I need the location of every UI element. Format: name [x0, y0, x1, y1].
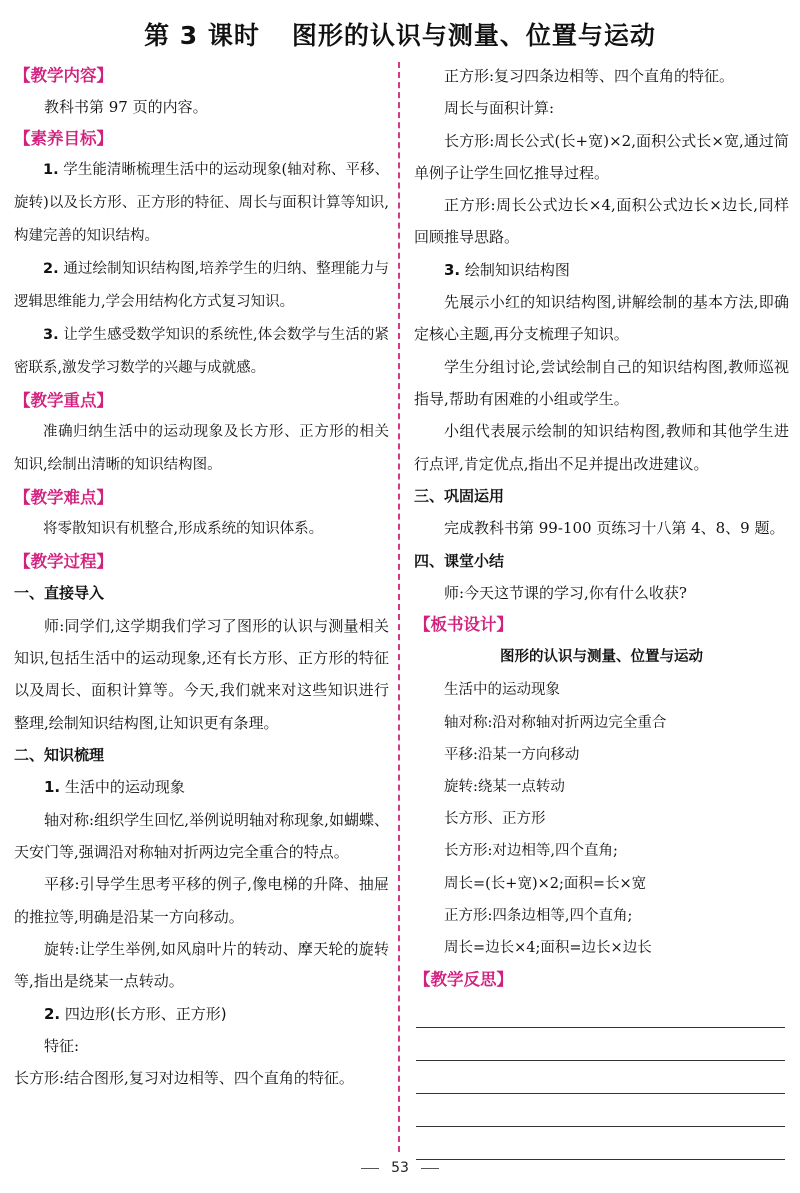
board-line: 旋转:绕某一点转动 [444, 779, 565, 796]
reflection-writing-line[interactable] [416, 1028, 785, 1061]
square-calc-text: 正方形:周长公式边长×4,面积公式边长×边长,同样回顾推导思路。 [414, 196, 789, 247]
step4-text: 师:今天这节课的学习,你有什么收获? [444, 584, 687, 603]
board-line: 长方形:对边相等,四个直角; [444, 843, 618, 860]
column-divider [398, 62, 400, 1152]
axis-symmetry-text: 轴对称:组织学生回忆,举例说明轴对称现象,如蝴蝶、天安门等,强调沿对称轴对折两边完全重合的特点。 [14, 810, 389, 862]
calc-label: 周长与面积计算: [444, 99, 555, 118]
reflection-writing-line[interactable] [416, 1127, 785, 1160]
item2-heading: 2. 四边形(长方形、正方形) [44, 1004, 227, 1023]
section-heading-board: 【板书设计】 [414, 615, 513, 635]
step3-text: 完成教科书第 99-100 页练习十八第 4、8、9 题。 [444, 519, 785, 538]
item1-heading: 1. 生活中的运动现象 [44, 778, 185, 797]
rotation-text: 旋转:让学生举例,如风扇叶片的转动、摩天轮的旋转等,指出是绕某一点转动。 [14, 939, 389, 991]
board-line: 正方形:四条边相等,四个直角; [444, 907, 633, 924]
draw-text-3: 小组代表展示绘制的知识结构图,教师和其他学生进行点评,肯定优点,指出不足并提出改进建议。 [414, 422, 789, 473]
section-heading-difficulty: 【教学难点】 [14, 488, 113, 508]
draw-text-2: 学生分组讨论,尝试绘制自己的知识结构图,教师巡视指导,帮助有困难的小组或学生。 [414, 357, 789, 408]
content-text: 教科书第 97 页的内容。 [44, 98, 208, 116]
left-column [14, 60, 389, 1094]
reflection-writing-line[interactable] [416, 1061, 785, 1094]
step1-text: 师:同学们,这学期我们学习了图形的认识与测量相关知识,包括生活中的运动现象,还有长方形、正方形的特征以及周长、面积计算等。今天,我们就来对这些知识进行整理,绘制知识结构图,让知识更有条理。 [14, 616, 389, 732]
right-column [414, 60, 789, 1160]
lesson-topic: 图形的认识与测量、位置与运动 [291, 21, 656, 50]
section-heading-process: 【教学过程】 [14, 552, 113, 572]
draw-text-1: 先展示小红的知识结构图,讲解绘制的基本方法,即确定核心主题,再分支梳理子知识。 [414, 293, 789, 344]
step4-heading: 四、课堂小结 [414, 551, 505, 570]
goal-item: 3. 让学生感受数学知识的系统性,体会数学与生活的紧密联系,激发学习数学的兴趣与成就感。 [14, 327, 390, 377]
reflection-writing-line[interactable] [416, 995, 785, 1028]
lesson-number: 第 3 课时 [144, 21, 260, 50]
key-points-text: 准确归纳生活中的运动现象及长方形、正方形的相关知识,绘制出清晰的知识结构图。 [14, 424, 389, 474]
step1-heading: 一、直接导入 [14, 584, 105, 603]
rectangle-feature-text: 长方形:结合图形,复习对边相等、四个直角的特征。 [14, 1069, 354, 1088]
board-line: 生活中的运动现象 [444, 682, 560, 699]
board-title: 图形的认识与测量、位置与运动 [500, 649, 703, 666]
board-line: 轴对称:沿对称轴对折两边完全重合 [444, 714, 667, 731]
page-title [0, 16, 800, 52]
section-heading-reflection: 【教学反思】 [414, 970, 513, 990]
step2-heading: 二、知识梳理 [14, 745, 105, 764]
board-line: 周长=(长+宽)×2;面积=长×宽 [444, 875, 647, 892]
translation-text: 平移:引导学生思考平移的例子,像电梯的升降、抽屉的推拉等,明确是沿某一方向移动。 [14, 875, 389, 926]
board-line: 长方形、正方形 [444, 811, 546, 828]
rectangle-calc-text: 长方形:周长公式(长+宽)×2,面积公式长×宽,通过简单例子让学生回忆推导过程。 [414, 131, 789, 182]
section-heading-goals: 【素养目标】 [14, 129, 113, 149]
board-line: 平移:沿某一方向移动 [444, 746, 580, 763]
page-number: 53 [0, 1160, 800, 1176]
difficulty-text: 将零散知识有机整合,形成系统的知识体系。 [43, 521, 324, 538]
reflection-writing-line[interactable] [416, 1094, 785, 1127]
feature-label: 特征: [44, 1036, 80, 1055]
section-heading-content: 【教学内容】 [14, 66, 113, 85]
square-feature-text: 正方形:复习四条边相等、四个直角的特征。 [444, 67, 735, 85]
item3-heading: 3. 绘制知识结构图 [444, 260, 570, 279]
goal-item: 1. 学生能清晰梳理生活中的运动现象(轴对称、平移、旋转)以及长方形、正方形的特征、周长与面积计算等知识,构建完善的知识结构。 [14, 162, 390, 245]
section-heading-key-points: 【教学重点】 [14, 391, 113, 411]
goal-item: 2. 通过绘制知识结构图,培养学生的归纳、整理能力与逻辑思维能力,学会用结构化方式复习知识。 [14, 261, 390, 311]
board-line: 周长=边长×4;面积=边长×边长 [444, 940, 652, 957]
step3-heading: 三、巩固运用 [414, 486, 505, 505]
